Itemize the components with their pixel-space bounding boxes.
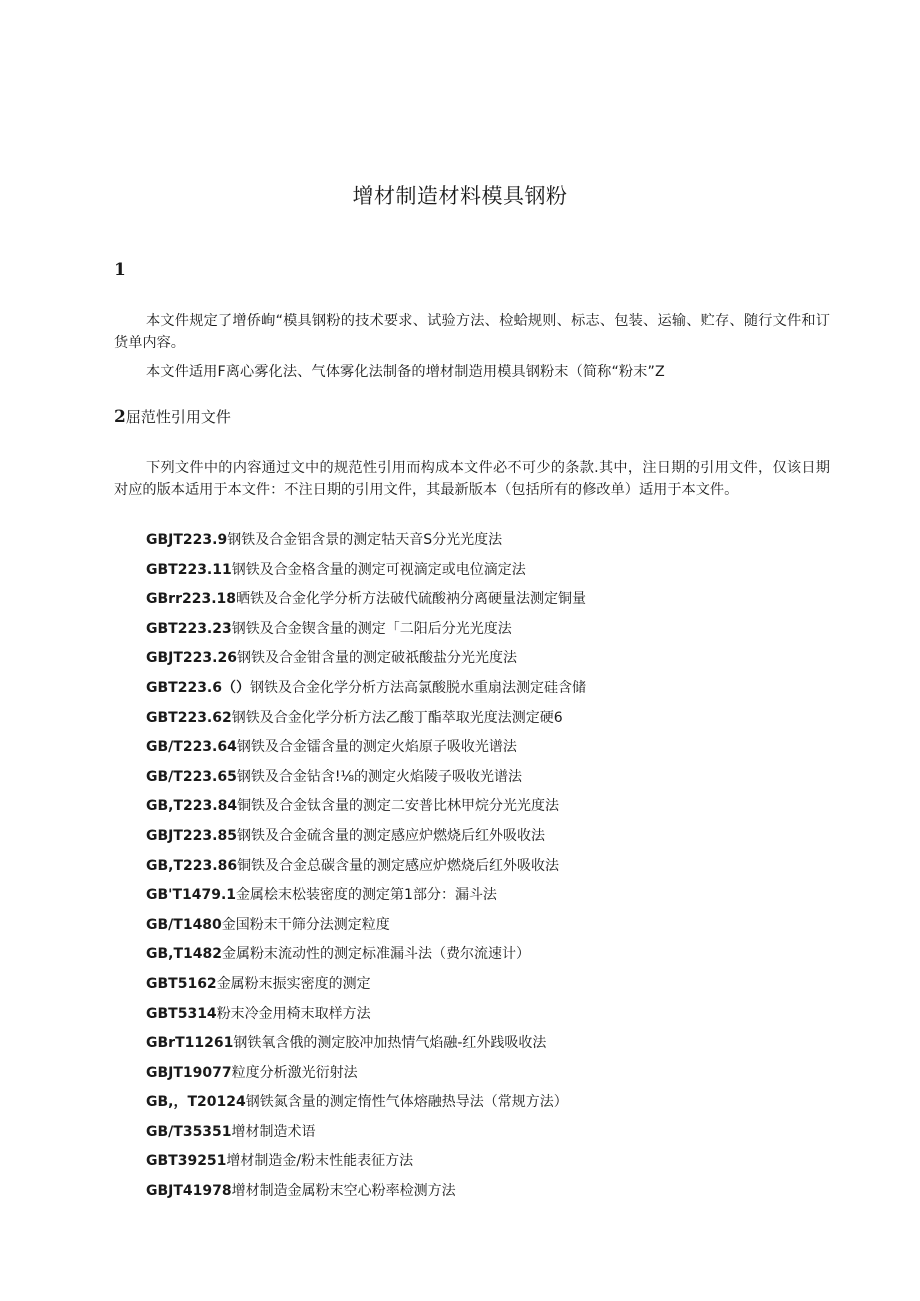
reference-code: GBT39251 [146,1153,227,1170]
reference-item [146,736,826,766]
reference-code: GBT223.6（） [146,679,250,696]
reference-item [146,529,826,559]
reference-item [146,855,826,885]
reference-item [146,914,826,944]
reference-code: GBJT223.85 [146,827,237,844]
reference-title: 金国粉末干筛分法测定粒度 [221,916,390,933]
reference-code: GBT5162 [146,975,217,992]
reference-item [146,618,826,648]
reference-title: 钢铁及合金格含量的测定可视滴定或电位滴定法 [231,561,526,578]
reference-title: 增材制造金/粉末性能表征方法 [226,1153,414,1170]
reference-title: 钢铁及合金铝含景的测定牯天音S分光光度法 [227,532,503,548]
reference-code: GBJT223.9 [146,532,228,548]
reference-item [146,1032,826,1062]
reference-title: 粉末冷金用椅末取样方法 [216,1005,371,1022]
reference-code: GBJT19077 [146,1064,232,1081]
reference-item [146,766,826,796]
reference-item [146,677,826,707]
reference-title: 钢铁氮含量的测定惰性气体熔融热导法（常规方法） [245,1094,568,1111]
reference-title: 钢铁氧含俄的测定胶冲加热情气焰融-红外践吸收法 [233,1035,547,1052]
reference-item [146,707,826,737]
reference-code: GB'T1479.1 [146,887,237,904]
reference-code: GB/T35351 [146,1123,232,1140]
reference-title: 增材制造金属粉末空心粉率检测方法 [231,1183,456,1200]
reference-code: GBT5314 [146,1005,217,1022]
reference-code: GB,T1482 [146,946,222,963]
section-1-number: 1 [114,260,126,280]
reference-item [146,1062,826,1092]
reference-code: GB,，T20124 [146,1094,246,1111]
reference-item [146,825,826,855]
reference-title: 钢铁及合金钳含量的测定破祇酸盐分光光度法 [236,650,517,667]
reference-item [146,1003,826,1033]
reference-code: GB/T1480 [146,916,222,933]
reference-item [146,588,826,618]
reference-title: 粒度分析激光衍射法 [231,1064,358,1081]
section-1-heading [114,259,126,281]
reference-list [146,529,826,1210]
reference-item [146,559,826,589]
section-2-intro: 下列文件中的内容通过文中的规范性引用而构成本文件必不可少的条款.其中，注日期的引用文件，仅该日期对应的版本适用于本文件：不注日期的引用文件，其最新版本（包括所有的修改单）适用于本文件。 [114,460,830,498]
reference-title: 钢铁及合金化学分析方法乙酸丁酯萃取光度法测定硬6 [231,709,563,726]
reference-code: GB,T223.86 [146,857,238,874]
reference-title: 钢铁及合金化学分析方法高氯酸脱水重扇法测定硅含储 [250,679,586,696]
reference-code: GBT223.62 [146,709,232,726]
reference-item [146,647,826,677]
reference-title: 钢铁及合金锲含量的测定「二阳后分光光度法 [231,620,512,637]
reference-title: 钢铁及合金镭含量的测定火焰原子吸收光谱法 [236,739,517,756]
reference-code: GBT223.23 [146,620,232,637]
document-title: 增材制造材料模具钢粉 [352,184,568,208]
section-2-number: 2 [114,407,126,427]
reference-item [146,1121,826,1151]
reference-code: GB/T223.64 [146,739,237,756]
reference-code: GBT223.11 [146,561,232,578]
reference-item [146,1180,826,1210]
reference-code: GB,T223.84 [146,798,238,815]
reference-title: 晒铁及合金化学分析方法破代硫酸衲分离硬量法测定铜量 [236,591,586,608]
reference-title: 金属粉末流动性的测定标准漏斗法（费尔流速计） [222,946,530,963]
reference-code: GBJT223.26 [146,650,237,667]
section-2-heading [114,406,231,428]
reference-item [146,795,826,825]
reference-title: 钢铁及合金硫含量的测定感应炉燃烧后红外吸收法 [236,827,545,844]
reference-item [146,943,826,973]
reference-code: GBJT41978 [146,1183,232,1200]
reference-title: 钢铁及合金钻含!⅛的测定火焰陵子吸收光谱法 [236,768,523,785]
reference-code: GBrr223.18 [146,591,236,608]
reference-title: 金属粉末振实密度的测定 [216,975,371,992]
reference-title: 金属桧末松装密度的测定第1部分：漏斗法 [236,887,497,904]
reference-item [146,1150,826,1180]
reference-code: GB/T223.65 [146,768,237,785]
reference-item [146,884,826,914]
section-1-paragraph-2: 本文件适用F离心雾化法、气体雾化法制备的增材制造用模具钢粉末（简称“粉末”Z [146,364,665,380]
reference-item [146,973,826,1003]
section-2-title: 屈范性引用文件 [125,408,231,426]
section-1-paragraph-1: 本文件规定了增侨峋“模具钢粉的技术要求、试验方法、检蛤规则、标志、包装、运输、贮存、随行文件和订货单内容。 [114,313,830,351]
reference-item [146,1091,826,1121]
reference-title: 铜铁及合金总碳含量的测定感应炉燃烧后红外吸收法 [237,857,560,874]
reference-code: GBrT11261 [146,1035,234,1052]
reference-title: 铜铁及合金钛含量的测定二安普比林甲烷分光光度法 [237,798,560,815]
reference-title: 增材制造术语 [231,1123,316,1140]
